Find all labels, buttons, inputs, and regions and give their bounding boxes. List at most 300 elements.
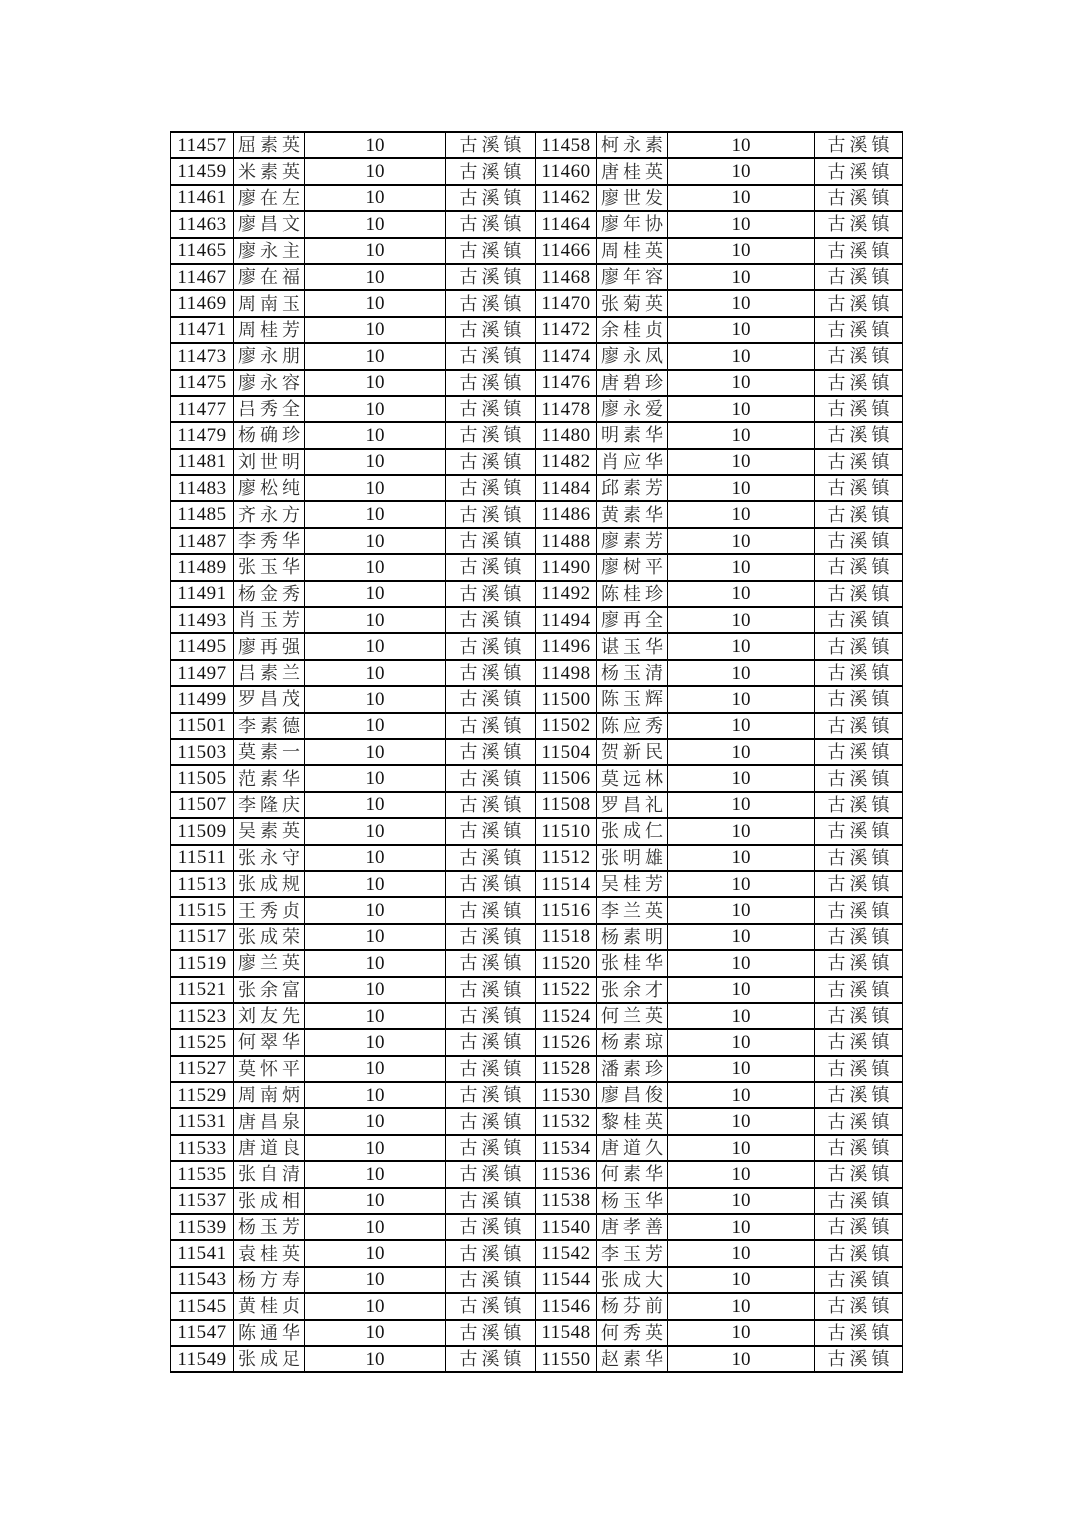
amount-cell-left: 10 <box>305 1188 446 1214</box>
serial-number-cell-left: 11487 <box>171 528 234 554</box>
amount-cell-left: 10 <box>305 1214 446 1240</box>
amount-cell-right: 10 <box>668 132 815 158</box>
town-cell-left: 古溪镇 <box>446 686 536 712</box>
table-row <box>171 1267 903 1293</box>
person-name-cell-right: 张成仁 <box>597 818 668 844</box>
amount-cell-right: 10 <box>668 1056 815 1082</box>
person-name-cell-left: 张成相 <box>234 1188 305 1214</box>
amount-cell-right: 10 <box>668 581 815 607</box>
serial-number-cell-left: 11533 <box>171 1135 234 1161</box>
serial-number-cell-right: 11544 <box>536 1267 597 1293</box>
town-cell-left: 古溪镇 <box>446 264 536 290</box>
serial-number-cell-left: 11509 <box>171 818 234 844</box>
person-name-cell-right: 张余才 <box>597 977 668 1003</box>
amount-cell-right: 10 <box>668 924 815 950</box>
serial-number-cell-left: 11463 <box>171 211 234 237</box>
person-name-cell-right: 陈玉辉 <box>597 686 668 712</box>
person-name-cell-left: 廖永容 <box>234 370 305 396</box>
serial-number-cell-right: 11518 <box>536 924 597 950</box>
amount-cell-right: 10 <box>668 211 815 237</box>
town-cell-left: 古溪镇 <box>446 1135 536 1161</box>
table-row <box>171 1188 903 1214</box>
town-cell-right: 古溪镇 <box>815 1082 903 1108</box>
table-row <box>171 1293 903 1319</box>
amount-cell-right: 10 <box>668 1346 815 1372</box>
serial-number-cell-right: 11458 <box>536 132 597 158</box>
amount-cell-right: 10 <box>668 792 815 818</box>
serial-number-cell-left: 11477 <box>171 396 234 422</box>
person-name-cell-left: 莫怀平 <box>234 1056 305 1082</box>
amount-cell-right: 10 <box>668 739 815 765</box>
town-cell-right: 古溪镇 <box>815 686 903 712</box>
town-cell-left: 古溪镇 <box>446 211 536 237</box>
serial-number-cell-left: 11493 <box>171 607 234 633</box>
person-name-cell-right: 杨玉华 <box>597 1188 668 1214</box>
town-cell-left: 古溪镇 <box>446 660 536 686</box>
town-cell-left: 古溪镇 <box>446 1056 536 1082</box>
person-name-cell-left: 杨金秀 <box>234 581 305 607</box>
table-row <box>171 713 903 739</box>
person-name-cell-left: 廖松纯 <box>234 475 305 501</box>
serial-number-cell-right: 11550 <box>536 1346 597 1372</box>
amount-cell-left: 10 <box>305 739 446 765</box>
table-row <box>171 845 903 871</box>
amount-cell-right: 10 <box>668 607 815 633</box>
amount-cell-right: 10 <box>668 1161 815 1187</box>
table-row <box>171 501 903 527</box>
amount-cell-right: 10 <box>668 185 815 211</box>
person-name-cell-right: 廖树平 <box>597 554 668 580</box>
table-row <box>171 686 903 712</box>
amount-cell-left: 10 <box>305 818 446 844</box>
amount-cell-left: 10 <box>305 792 446 818</box>
amount-cell-left: 10 <box>305 317 446 343</box>
table-row <box>171 818 903 844</box>
town-cell-left: 古溪镇 <box>446 1320 536 1346</box>
person-name-cell-right: 柯永素 <box>597 132 668 158</box>
serial-number-cell-right: 11492 <box>536 581 597 607</box>
town-cell-right: 古溪镇 <box>815 765 903 791</box>
serial-number-cell-right: 11488 <box>536 528 597 554</box>
town-cell-right: 古溪镇 <box>815 1240 903 1266</box>
town-cell-right: 古溪镇 <box>815 264 903 290</box>
person-name-cell-left: 廖永朋 <box>234 343 305 369</box>
person-name-cell-right: 莫远林 <box>597 765 668 791</box>
person-name-cell-left: 廖昌文 <box>234 211 305 237</box>
table-row <box>171 264 903 290</box>
serial-number-cell-left: 11481 <box>171 449 234 475</box>
amount-cell-right: 10 <box>668 660 815 686</box>
town-cell-left: 古溪镇 <box>446 1029 536 1055</box>
amount-cell-left: 10 <box>305 1056 446 1082</box>
serial-number-cell-left: 11531 <box>171 1108 234 1134</box>
town-cell-right: 古溪镇 <box>815 1108 903 1134</box>
table-row <box>171 1320 903 1346</box>
amount-cell-right: 10 <box>668 528 815 554</box>
town-cell-left: 古溪镇 <box>446 713 536 739</box>
person-name-cell-left: 张玉华 <box>234 554 305 580</box>
amount-cell-right: 10 <box>668 449 815 475</box>
town-cell-right: 古溪镇 <box>815 475 903 501</box>
town-cell-right: 古溪镇 <box>815 924 903 950</box>
person-name-cell-right: 李玉芳 <box>597 1240 668 1266</box>
person-name-cell-right: 陈桂珍 <box>597 581 668 607</box>
amount-cell-left: 10 <box>305 845 446 871</box>
town-cell-right: 古溪镇 <box>815 449 903 475</box>
amount-cell-right: 10 <box>668 686 815 712</box>
town-cell-left: 古溪镇 <box>446 924 536 950</box>
table-row <box>171 475 903 501</box>
table-row <box>171 1082 903 1108</box>
table-row <box>171 897 903 923</box>
person-name-cell-left: 廖在福 <box>234 264 305 290</box>
person-name-cell-left: 张余富 <box>234 977 305 1003</box>
person-name-cell-left: 李素德 <box>234 713 305 739</box>
serial-number-cell-right: 11480 <box>536 422 597 448</box>
serial-number-cell-right: 11546 <box>536 1293 597 1319</box>
town-cell-left: 古溪镇 <box>446 871 536 897</box>
amount-cell-left: 10 <box>305 765 446 791</box>
amount-cell-left: 10 <box>305 1320 446 1346</box>
person-name-cell-right: 廖年容 <box>597 264 668 290</box>
person-name-cell-right: 肖应华 <box>597 449 668 475</box>
table-row <box>171 158 903 184</box>
amount-cell-left: 10 <box>305 501 446 527</box>
town-cell-right: 古溪镇 <box>815 660 903 686</box>
serial-number-cell-right: 11466 <box>536 238 597 264</box>
town-cell-right: 古溪镇 <box>815 1188 903 1214</box>
town-cell-right: 古溪镇 <box>815 845 903 871</box>
town-cell-left: 古溪镇 <box>446 528 536 554</box>
town-cell-left: 古溪镇 <box>446 238 536 264</box>
person-name-cell-right: 廖年协 <box>597 211 668 237</box>
roster-table <box>170 131 903 1373</box>
person-name-cell-right: 黎桂英 <box>597 1108 668 1134</box>
serial-number-cell-right: 11478 <box>536 396 597 422</box>
amount-cell-left: 10 <box>305 607 446 633</box>
table-row <box>171 977 903 1003</box>
table-row <box>171 1161 903 1187</box>
person-name-cell-right: 张桂华 <box>597 950 668 976</box>
amount-cell-right: 10 <box>668 713 815 739</box>
table-row <box>171 343 903 369</box>
town-cell-right: 古溪镇 <box>815 1293 903 1319</box>
amount-cell-left: 10 <box>305 1346 446 1372</box>
town-cell-left: 古溪镇 <box>446 370 536 396</box>
serial-number-cell-right: 11540 <box>536 1214 597 1240</box>
amount-cell-left: 10 <box>305 370 446 396</box>
person-name-cell-left: 吕素兰 <box>234 660 305 686</box>
person-name-cell-left: 齐永方 <box>234 501 305 527</box>
town-cell-left: 古溪镇 <box>446 897 536 923</box>
serial-number-cell-left: 11547 <box>171 1320 234 1346</box>
serial-number-cell-right: 11534 <box>536 1135 597 1161</box>
town-cell-left: 古溪镇 <box>446 950 536 976</box>
serial-number-cell-left: 11505 <box>171 765 234 791</box>
serial-number-cell-right: 11530 <box>536 1082 597 1108</box>
town-cell-left: 古溪镇 <box>446 1108 536 1134</box>
person-name-cell-left: 莫素一 <box>234 739 305 765</box>
amount-cell-right: 10 <box>668 501 815 527</box>
table-row <box>171 370 903 396</box>
serial-number-cell-right: 11476 <box>536 370 597 396</box>
amount-cell-right: 10 <box>668 845 815 871</box>
serial-number-cell-right: 11526 <box>536 1029 597 1055</box>
person-name-cell-left: 周桂芳 <box>234 317 305 343</box>
town-cell-right: 古溪镇 <box>815 1056 903 1082</box>
amount-cell-left: 10 <box>305 396 446 422</box>
town-cell-left: 古溪镇 <box>446 607 536 633</box>
town-cell-right: 古溪镇 <box>815 581 903 607</box>
town-cell-right: 古溪镇 <box>815 871 903 897</box>
table-row <box>171 132 903 158</box>
amount-cell-right: 10 <box>668 1188 815 1214</box>
town-cell-right: 古溪镇 <box>815 897 903 923</box>
serial-number-cell-left: 11511 <box>171 845 234 871</box>
town-cell-right: 古溪镇 <box>815 713 903 739</box>
amount-cell-right: 10 <box>668 422 815 448</box>
serial-number-cell-right: 11468 <box>536 264 597 290</box>
person-name-cell-right: 廖世发 <box>597 185 668 211</box>
amount-cell-left: 10 <box>305 554 446 580</box>
table-row <box>171 581 903 607</box>
table-row <box>171 1003 903 1029</box>
table-row <box>171 792 903 818</box>
town-cell-right: 古溪镇 <box>815 238 903 264</box>
table-row <box>171 607 903 633</box>
serial-number-cell-left: 11545 <box>171 1293 234 1319</box>
person-name-cell-left: 何翠华 <box>234 1029 305 1055</box>
serial-number-cell-left: 11473 <box>171 343 234 369</box>
serial-number-cell-left: 11529 <box>171 1082 234 1108</box>
person-name-cell-right: 唐孝善 <box>597 1214 668 1240</box>
serial-number-cell-left: 11469 <box>171 290 234 316</box>
amount-cell-right: 10 <box>668 1214 815 1240</box>
amount-cell-right: 10 <box>668 343 815 369</box>
amount-cell-left: 10 <box>305 475 446 501</box>
town-cell-left: 古溪镇 <box>446 422 536 448</box>
serial-number-cell-left: 11549 <box>171 1346 234 1372</box>
amount-cell-right: 10 <box>668 871 815 897</box>
serial-number-cell-right: 11482 <box>536 449 597 475</box>
amount-cell-left: 10 <box>305 528 446 554</box>
town-cell-right: 古溪镇 <box>815 396 903 422</box>
person-name-cell-left: 周南玉 <box>234 290 305 316</box>
table-row <box>171 528 903 554</box>
serial-number-cell-left: 11467 <box>171 264 234 290</box>
serial-number-cell-right: 11474 <box>536 343 597 369</box>
serial-number-cell-left: 11517 <box>171 924 234 950</box>
town-cell-right: 古溪镇 <box>815 528 903 554</box>
person-name-cell-right: 邱素芳 <box>597 475 668 501</box>
amount-cell-right: 10 <box>668 1320 815 1346</box>
town-cell-left: 古溪镇 <box>446 1188 536 1214</box>
person-name-cell-right: 罗昌礼 <box>597 792 668 818</box>
amount-cell-left: 10 <box>305 1135 446 1161</box>
serial-number-cell-left: 11489 <box>171 554 234 580</box>
serial-number-cell-right: 11496 <box>536 633 597 659</box>
serial-number-cell-right: 11472 <box>536 317 597 343</box>
person-name-cell-left: 刘友先 <box>234 1003 305 1029</box>
town-cell-left: 古溪镇 <box>446 343 536 369</box>
serial-number-cell-right: 11510 <box>536 818 597 844</box>
town-cell-left: 古溪镇 <box>446 1161 536 1187</box>
town-cell-left: 古溪镇 <box>446 449 536 475</box>
serial-number-cell-left: 11521 <box>171 977 234 1003</box>
amount-cell-right: 10 <box>668 950 815 976</box>
town-cell-right: 古溪镇 <box>815 1135 903 1161</box>
amount-cell-left: 10 <box>305 633 446 659</box>
amount-cell-left: 10 <box>305 211 446 237</box>
amount-cell-left: 10 <box>305 449 446 475</box>
town-cell-right: 古溪镇 <box>815 1003 903 1029</box>
person-name-cell-left: 唐道良 <box>234 1135 305 1161</box>
serial-number-cell-left: 11483 <box>171 475 234 501</box>
town-cell-left: 古溪镇 <box>446 977 536 1003</box>
serial-number-cell-left: 11543 <box>171 1267 234 1293</box>
table-row <box>171 924 903 950</box>
amount-cell-left: 10 <box>305 950 446 976</box>
person-name-cell-left: 吴素英 <box>234 818 305 844</box>
serial-number-cell-right: 11506 <box>536 765 597 791</box>
amount-cell-right: 10 <box>668 977 815 1003</box>
amount-cell-right: 10 <box>668 238 815 264</box>
amount-cell-left: 10 <box>305 1003 446 1029</box>
serial-number-cell-left: 11465 <box>171 238 234 264</box>
table-row <box>171 1214 903 1240</box>
town-cell-right: 古溪镇 <box>815 158 903 184</box>
serial-number-cell-left: 11503 <box>171 739 234 765</box>
serial-number-cell-left: 11459 <box>171 158 234 184</box>
town-cell-left: 古溪镇 <box>446 1240 536 1266</box>
table-row <box>171 1056 903 1082</box>
serial-number-cell-left: 11471 <box>171 317 234 343</box>
amount-cell-left: 10 <box>305 185 446 211</box>
town-cell-left: 古溪镇 <box>446 290 536 316</box>
serial-number-cell-left: 11475 <box>171 370 234 396</box>
amount-cell-right: 10 <box>668 1108 815 1134</box>
person-name-cell-left: 屈素英 <box>234 132 305 158</box>
serial-number-cell-right: 11542 <box>536 1240 597 1266</box>
amount-cell-right: 10 <box>668 370 815 396</box>
person-name-cell-left: 李秀华 <box>234 528 305 554</box>
serial-number-cell-right: 11486 <box>536 501 597 527</box>
table-row <box>171 1240 903 1266</box>
town-cell-right: 古溪镇 <box>815 132 903 158</box>
person-name-cell-left: 刘世明 <box>234 449 305 475</box>
person-name-cell-left: 杨玉芳 <box>234 1214 305 1240</box>
serial-number-cell-right: 11500 <box>536 686 597 712</box>
person-name-cell-left: 罗昌茂 <box>234 686 305 712</box>
person-name-cell-left: 杨方寿 <box>234 1267 305 1293</box>
table-row <box>171 290 903 316</box>
town-cell-left: 古溪镇 <box>446 396 536 422</box>
town-cell-left: 古溪镇 <box>446 501 536 527</box>
amount-cell-left: 10 <box>305 422 446 448</box>
town-cell-right: 古溪镇 <box>815 1029 903 1055</box>
amount-cell-left: 10 <box>305 660 446 686</box>
town-cell-right: 古溪镇 <box>815 818 903 844</box>
person-name-cell-right: 谌玉华 <box>597 633 668 659</box>
serial-number-cell-right: 11522 <box>536 977 597 1003</box>
person-name-cell-right: 明素华 <box>597 422 668 448</box>
amount-cell-left: 10 <box>305 1161 446 1187</box>
amount-cell-left: 10 <box>305 871 446 897</box>
person-name-cell-right: 杨素明 <box>597 924 668 950</box>
serial-number-cell-left: 11527 <box>171 1056 234 1082</box>
serial-number-cell-right: 11508 <box>536 792 597 818</box>
amount-cell-right: 10 <box>668 475 815 501</box>
table-row <box>171 1108 903 1134</box>
person-name-cell-right: 杨芬前 <box>597 1293 668 1319</box>
serial-number-cell-left: 11457 <box>171 132 234 158</box>
person-name-cell-right: 何秀英 <box>597 1320 668 1346</box>
table-row <box>171 871 903 897</box>
serial-number-cell-left: 11515 <box>171 897 234 923</box>
serial-number-cell-right: 11548 <box>536 1320 597 1346</box>
person-name-cell-left: 王秀贞 <box>234 897 305 923</box>
serial-number-cell-right: 11538 <box>536 1188 597 1214</box>
person-name-cell-right: 廖再全 <box>597 607 668 633</box>
amount-cell-left: 10 <box>305 1082 446 1108</box>
table-row <box>171 185 903 211</box>
amount-cell-right: 10 <box>668 897 815 923</box>
town-cell-right: 古溪镇 <box>815 607 903 633</box>
person-name-cell-left: 陈通华 <box>234 1320 305 1346</box>
town-cell-left: 古溪镇 <box>446 185 536 211</box>
town-cell-right: 古溪镇 <box>815 422 903 448</box>
table-row <box>171 1346 903 1372</box>
serial-number-cell-left: 11525 <box>171 1029 234 1055</box>
town-cell-right: 古溪镇 <box>815 950 903 976</box>
town-cell-right: 古溪镇 <box>815 792 903 818</box>
table-row <box>171 317 903 343</box>
serial-number-cell-left: 11541 <box>171 1240 234 1266</box>
person-name-cell-left: 廖再强 <box>234 633 305 659</box>
table-row <box>171 449 903 475</box>
person-name-cell-right: 廖素芳 <box>597 528 668 554</box>
town-cell-left: 古溪镇 <box>446 1214 536 1240</box>
amount-cell-right: 10 <box>668 1029 815 1055</box>
person-name-cell-left: 米素英 <box>234 158 305 184</box>
person-name-cell-right: 李兰英 <box>597 897 668 923</box>
person-name-cell-right: 廖永爱 <box>597 396 668 422</box>
serial-number-cell-right: 11512 <box>536 845 597 871</box>
town-cell-left: 古溪镇 <box>446 132 536 158</box>
town-cell-right: 古溪镇 <box>815 1214 903 1240</box>
person-name-cell-right: 周桂英 <box>597 238 668 264</box>
person-name-cell-left: 廖兰英 <box>234 950 305 976</box>
town-cell-right: 古溪镇 <box>815 185 903 211</box>
town-cell-right: 古溪镇 <box>815 554 903 580</box>
town-cell-right: 古溪镇 <box>815 343 903 369</box>
table-row <box>171 1135 903 1161</box>
person-name-cell-left: 唐昌泉 <box>234 1108 305 1134</box>
serial-number-cell-right: 11464 <box>536 211 597 237</box>
table-row <box>171 422 903 448</box>
amount-cell-right: 10 <box>668 396 815 422</box>
person-name-cell-left: 张自清 <box>234 1161 305 1187</box>
amount-cell-right: 10 <box>668 633 815 659</box>
amount-cell-left: 10 <box>305 1029 446 1055</box>
town-cell-right: 古溪镇 <box>815 977 903 1003</box>
person-name-cell-left: 杨确珍 <box>234 422 305 448</box>
person-name-cell-right: 何兰英 <box>597 1003 668 1029</box>
amount-cell-right: 10 <box>668 317 815 343</box>
person-name-cell-left: 吕秀全 <box>234 396 305 422</box>
serial-number-cell-left: 11539 <box>171 1214 234 1240</box>
amount-cell-right: 10 <box>668 818 815 844</box>
